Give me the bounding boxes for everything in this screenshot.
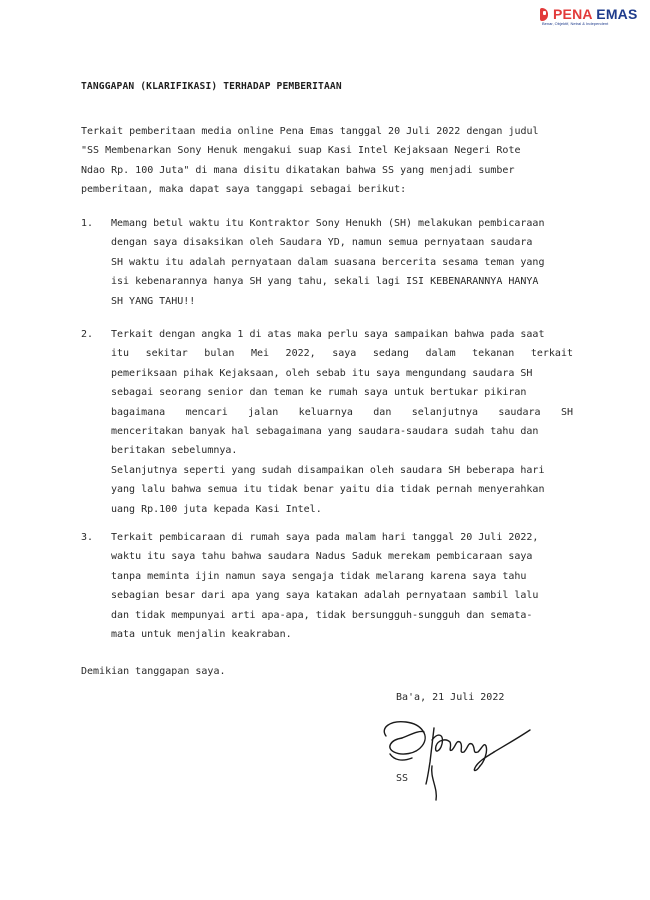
intro-line: Terkait pemberitaan media online Pena Emas tanggal 20 Juli 2022 dengan judul [81, 126, 539, 137]
intro-line: Ndao Rp. 100 Juta" di mana disitu dikatakan bahwa SS yang menjadi sumber [81, 164, 515, 176]
intro-line: "SS Membenarkan Sony Henuk mengakui suap Kasi Intel Kejaksaan Negeri Rote [81, 145, 521, 157]
item-line: sebagai seorang senior dan teman ke rumah saya untuk bertukar pikiran [111, 387, 527, 399]
item-line: sebagian besar dari apa yang saya katakan adalah pernyataan sambil lalu [111, 590, 539, 602]
item-line: Selanjutnya seperti yang sudah disampaikan oleh saudara SH beberapa hari [111, 464, 545, 476]
pen-nib-icon [540, 8, 551, 21]
logo-text [553, 7, 638, 21]
item-line: beritakan sebelumnya. [111, 445, 238, 457]
logo-tagline: Benar, Objektif, Netral & Independent [542, 21, 609, 26]
item-number: 2. [81, 329, 94, 340]
logo-brand-blue: EMAS [596, 6, 638, 22]
intro-paragraph [81, 122, 571, 200]
item-line: SH YANG TAHU!! [111, 295, 196, 307]
closing-sentence: Demikian tanggapan saya. [81, 666, 226, 677]
item-line: Terkait pembicaraan di rumah saya pada malam hari tanggal 20 Juli 2022, [111, 532, 539, 543]
place-and-date: Ba'a, 21 Juli 2022 [396, 692, 505, 703]
item-line: waktu itu saya tahu bahwa saudara Nadus Saduk merekam pembicaraan saya [111, 551, 533, 563]
item-number: 3. [81, 532, 94, 543]
letter-heading: TANGGAPAN (KLARIFIKASI) TERHADAP PEMBERITAAN [81, 81, 342, 92]
item-line: Memang betul waktu itu Kontraktor Sony Henukh (SH) melakukan pembicaraan [111, 218, 545, 229]
item-line: menceritakan banyak hal sebagaimana yang saudara-saudara sudah tahu dan [111, 426, 539, 438]
item-line: yang lalu bahwa semua itu tidak benar yaitu dia tidak pernah menyerahkan [111, 484, 545, 496]
handwritten-signature [372, 706, 542, 802]
item-number: 1. [81, 218, 94, 229]
item-line: bagaimana mencari jalan keluarnya dan selanjutnya saudara SH [111, 406, 573, 418]
logo-brand-red: PENA [553, 6, 593, 22]
logo-wordmark [540, 7, 640, 21]
signer-initials: SS [396, 773, 409, 784]
item-line: SH waktu itu adalah pernyataan dalam suasana bercerita sesama teman yang [111, 256, 545, 268]
item-line: uang Rp.100 juta kepada Kasi Intel. [111, 503, 322, 515]
item-body [111, 528, 573, 644]
item-line: Terkait dengan angka 1 di atas maka perlu saya sampaikan bahwa pada saat [111, 329, 545, 340]
item-line: itu sekitar bulan Mei 2022, saya sedang dalam tekanan terkait [111, 348, 573, 360]
item-line: pemeriksaan pihak Kejaksaan, oleh sebab itu saya mengundang saudara SH [111, 367, 533, 379]
item-line: tanpa meminta ijin namun saya sengaja tidak melarang karena saya tahu [111, 570, 527, 582]
item-line: isi kebenarannya hanya SH yang tahu, sekali lagi ISI KEBENARANNYA HANYA [111, 276, 539, 288]
item-body [111, 325, 573, 519]
pena-emas-logo [540, 7, 640, 33]
item-line: dan tidak mempunyai arti apa-apa, tidak bersungguh-sungguh dan semata- [111, 609, 533, 621]
intro-line: pemberitaan, maka dapat saya tanggapi sebagai berikut: [81, 184, 407, 196]
item-line: mata untuk menjalin keakraban. [111, 629, 292, 641]
item-body [111, 214, 573, 311]
item-line: dengan saya disaksikan oleh Saudara YD, namun semua pernyataan saudara [111, 237, 533, 249]
